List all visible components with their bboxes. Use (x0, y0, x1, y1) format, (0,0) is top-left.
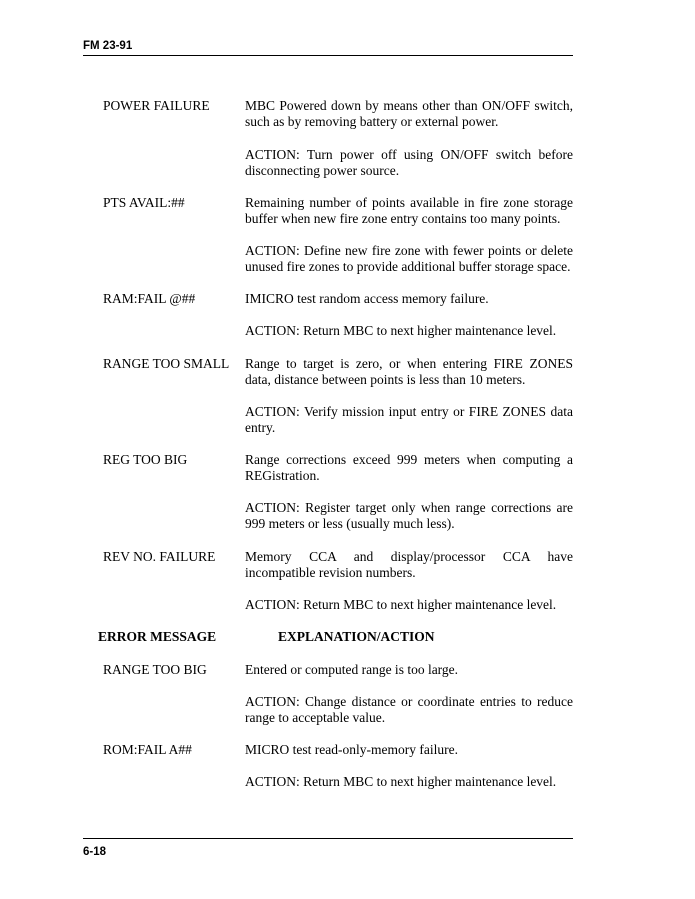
action-ram-fail: ACTION: Return MBC to next higher maintenance level. (245, 323, 557, 338)
action-rom-fail: ACTION: Return MBC to next higher maintenance level. (245, 774, 557, 789)
error-term-pts-avail: PTS AVAIL:## (103, 195, 185, 210)
footer-rule (83, 838, 573, 839)
action-reg-too-big: ACTION: Register target only when range corrections are 999 meters or less (usually much less). (245, 500, 573, 531)
explanation-range-too-small: Range to target is zero, or when entering FIRE ZONES data, distance between points is less than 10 meters. (245, 356, 573, 387)
explanation-rom-fail: MICRO test read-only-memory failure. (245, 742, 458, 757)
column-header-error-message: ERROR MESSAGE (98, 629, 217, 644)
error-term-power-failure: POWER FAILURE (103, 98, 210, 113)
explanation-range-too-big: Entered or computed range is too large. (245, 662, 459, 677)
error-term-reg-too-big: REG TOO BIG (103, 452, 188, 467)
error-term-range-too-small: RANGE TOO SMALL (103, 356, 230, 371)
action-range-too-big: ACTION: Change distance or coordinate entries to reduce range to acceptable value. (245, 694, 573, 725)
action-range-too-small: ACTION: Verify mission input entry or FIRE ZONES data entry. (245, 404, 573, 435)
explanation-pts-avail: Remaining number of points available in fire zone storage buffer when new fire zone entry contains too many points. (245, 195, 573, 226)
header-rule (83, 55, 573, 56)
error-term-rom-fail: ROM:FAIL A## (103, 742, 192, 757)
action-power-failure: ACTION: Turn power off using ON/OFF switch before disconnecting power source. (245, 147, 573, 178)
action-pts-avail: ACTION: Define new fire zone with fewer points or delete unused fire zones to provide additional buffer storage space. (245, 243, 573, 274)
error-term-range-too-big: RANGE TOO BIG (103, 662, 207, 677)
document-id: FM 23-91 (83, 40, 133, 52)
explanation-ram-fail: IMICRO test random access memory failure. (245, 291, 489, 306)
column-header-explanation-action: EXPLANATION/ACTION (278, 629, 435, 644)
error-term-rev-no-failure: REV NO. FAILURE (103, 549, 216, 564)
action-rev-no-failure: ACTION: Return MBC to next higher maintenance level. (245, 597, 557, 612)
explanation-reg-too-big: Range corrections exceed 999 meters when computing a REGistration. (245, 452, 573, 483)
explanation-rev-no-failure: Memory CCA and display/processor CCA have incompatible revision numbers. (245, 549, 573, 580)
error-term-ram-fail: RAM:FAIL @## (103, 291, 196, 306)
page-number: 6-18 (83, 846, 107, 858)
explanation-power-failure: MBC Powered down by means other than ON/OFF switch, such as by removing battery or external power. (245, 98, 573, 129)
